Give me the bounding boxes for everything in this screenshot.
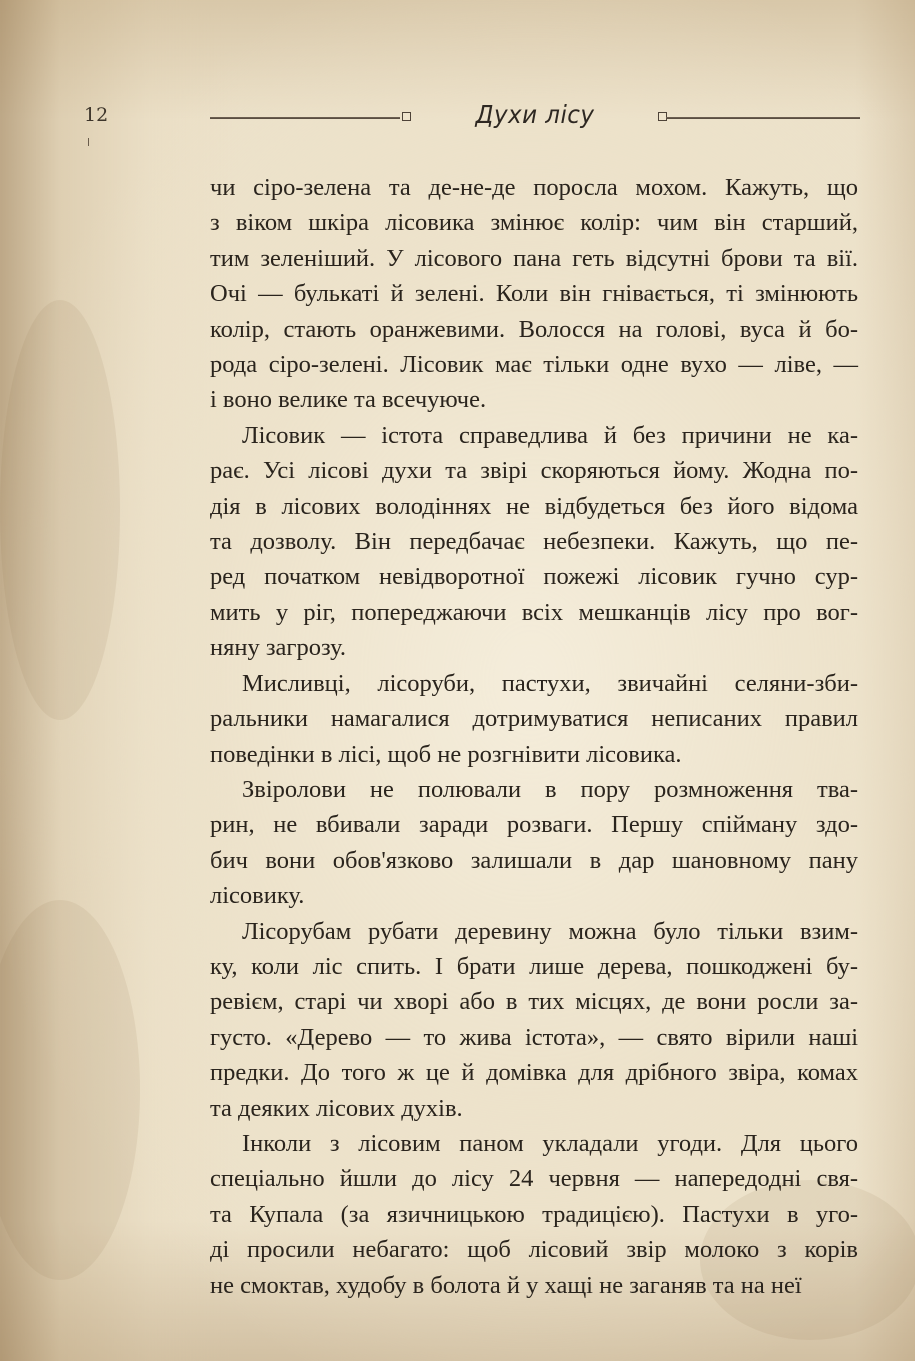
text-line: Інколи з лісовим паном укладали угоди. Для цього bbox=[242, 1129, 858, 1157]
page-number: 12 bbox=[84, 104, 109, 126]
text-line: чи сіро-зелена та де-не-де поросла мохом. Кажуть, що bbox=[210, 174, 858, 201]
text-line: густо. «Дерево — то жива істота», — свято вірили наші bbox=[210, 1023, 858, 1051]
text-line: Очі — булькаті й зелені. Коли він гнівається, ті змінюють bbox=[210, 280, 858, 308]
text-line: рає. Усі лісові духи та звірі скоряються йому. Жодна по- bbox=[210, 457, 858, 485]
header-rule-left bbox=[210, 117, 400, 119]
text-line: Звіролови не полювали в пору розмноження тва- bbox=[242, 775, 858, 803]
paper-stain bbox=[0, 900, 140, 1280]
text-line: ральники намагалися дотримуватися неписаних правил bbox=[210, 705, 858, 733]
text-line: колір, стають оранжевими. Волосся на голові, вуса й бо- bbox=[210, 315, 858, 343]
paragraph bbox=[210, 418, 858, 666]
text-line: рода сіро-зелені. Лісовик має тільки одне вухо — ліве, — bbox=[210, 351, 858, 379]
text-line: ді просили небагато: щоб лісовий звір молоко з корів bbox=[210, 1236, 858, 1264]
text-line: Лісовик — істота справедлива й без причини не ка- bbox=[242, 421, 858, 449]
text-line: мить у ріг, попереджаючи всіх мешканців лісу про вог- bbox=[210, 598, 858, 626]
text-line: ку, коли ліс спить. І брати лише дерева, пошкоджені бу- bbox=[210, 952, 858, 980]
page-mark bbox=[88, 138, 89, 146]
text-line: не смоктав, худобу в болота й у хащі не заганяв та на неї bbox=[210, 1271, 802, 1299]
text-line: та Купала (за язичницькою традицією). Пастухи в уго- bbox=[210, 1200, 858, 1228]
text-line: Лісорубам рубати деревину можна було тільки взим- bbox=[242, 917, 858, 945]
text-line: Мисливці, лісоруби, пастухи, звичайні селяни-зби- bbox=[242, 669, 858, 697]
text-line: лісовику. bbox=[210, 882, 305, 910]
text-line: бич вони обов'язково залишали в дар шановному пану bbox=[210, 846, 858, 874]
text-line: та деяких лісових духів. bbox=[210, 1094, 463, 1122]
paragraph bbox=[210, 772, 858, 914]
text-line: рин, не вбивали заради розваги. Першу спійману здо- bbox=[210, 811, 858, 839]
running-header bbox=[210, 100, 860, 134]
paragraph bbox=[210, 170, 858, 418]
text-line: і воно велике та всечуюче. bbox=[210, 386, 487, 414]
text-line: предки. До того ж це й домівка для дрібного звіра, комах bbox=[210, 1059, 858, 1087]
text-line: спеціально йшли до лісу 24 червня — напередодні свя- bbox=[210, 1165, 858, 1193]
body-text bbox=[210, 170, 858, 1303]
text-line: ревієм, старі чи хворі або в тих місцях, де вони росли за- bbox=[210, 988, 858, 1016]
header-rule-right bbox=[666, 117, 860, 119]
text-line: з віком шкіра лісовика змінює колір: чим він старший, bbox=[210, 209, 858, 237]
header-rule-ornament-left bbox=[402, 112, 411, 121]
text-line: дія в лісових володіннях не відбудеться без його відома bbox=[210, 492, 858, 520]
paragraph bbox=[210, 914, 858, 1126]
text-line: няну загрозу. bbox=[210, 634, 347, 662]
running-title: Духи лісу bbox=[475, 100, 595, 129]
paper-stain bbox=[0, 300, 120, 720]
paragraph bbox=[210, 1126, 858, 1303]
text-line: тим зеленіший. У лісового пана геть відсутні брови та вії. bbox=[210, 244, 858, 272]
paragraph bbox=[210, 666, 858, 772]
text-line: поведінки в лісі, щоб не розгнівити лісовика. bbox=[210, 740, 682, 768]
text-line: ред початком невідворотної пожежі лісовик гучно сур- bbox=[210, 563, 858, 591]
text-line: та дозволу. Він передбачає небезпеки. Кажуть, що пе- bbox=[210, 528, 858, 556]
